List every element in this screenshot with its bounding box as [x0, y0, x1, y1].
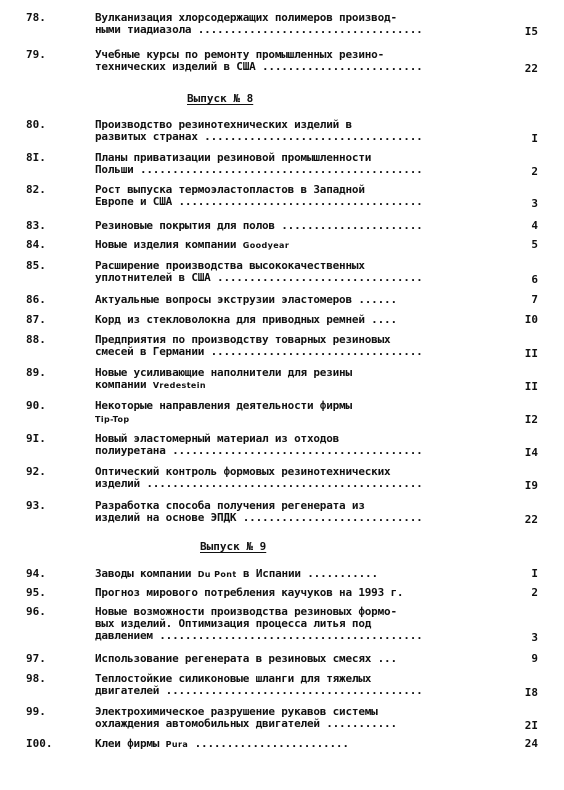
entry-title-line: изделий ........................................... [95, 477, 423, 490]
entry-title-line: Резиновые покрытия для полов ...................... [95, 219, 423, 232]
entry-title-line: Новые возможности производства резиновых формо- [95, 605, 397, 618]
entry-page: 2I [524, 719, 538, 732]
entry-number: 88. [26, 333, 46, 346]
entry-title-text: Клеи фирмы [95, 737, 166, 750]
entry-page: 4 [531, 219, 538, 232]
entry-page: II [524, 380, 538, 393]
entry-number: 84. [26, 238, 46, 251]
entry-page: II [524, 347, 538, 360]
entry-title-line: Предприятия по производству товарных резиновых [95, 333, 391, 346]
issue-heading: Выпуск № 8 [187, 92, 254, 105]
entry-page: 22 [524, 513, 538, 526]
entry-page: I [531, 132, 538, 145]
entry-title-line: Производство резинотехнических изделий в [95, 118, 352, 131]
entry-title-line: Новые усиливающие наполнители для резины [95, 366, 352, 379]
entry-title-line: Прогноз мирового потребления каучуков на 1993 г. [95, 586, 404, 599]
entry-title-line: давлением ......................................... [95, 629, 423, 642]
entry-title-line: Рост выпуска термоэластопластов в Западной [95, 183, 365, 196]
entry-title-text: Новые изделия компании [95, 238, 243, 251]
entry-title-line: Вулканизация хлорсодержащих полимеров производ- [95, 11, 397, 24]
entry-title-line: Новый эластомерный материал из отходов [95, 432, 340, 445]
entry-page: 2 [531, 586, 538, 599]
entry-title-line: Планы приватизации резиновой промышленности [95, 151, 372, 164]
entry-number: 8I. [26, 151, 46, 164]
company-name: Du Pont [197, 570, 237, 579]
entry-title-line: развитых странах .................................. [95, 130, 423, 143]
entry-title-text: компании [95, 378, 153, 391]
entry-number: 96. [26, 605, 46, 618]
entry-number: 92. [26, 465, 46, 478]
entry-page: I8 [524, 686, 538, 699]
entry-title-line: Учебные курсы по ремонту промышленных резино- [95, 48, 385, 61]
entry-page: 9 [531, 652, 538, 665]
entry-title-line [95, 738, 505, 750]
entry-title-line [95, 568, 505, 580]
entry-title-text: в Испании ........... [236, 567, 378, 580]
entry-page: I2 [524, 413, 538, 426]
entry-number: 94. [26, 567, 46, 580]
entry-number: 86. [26, 293, 46, 306]
entry-number: 9I. [26, 432, 46, 445]
entry-title-line: Некоторые направления деятельности фирмы [95, 399, 352, 412]
entry-title-line: двигателей ........................................ [95, 684, 423, 697]
entry-page: 22 [524, 62, 538, 75]
entry-number: 78. [26, 11, 46, 24]
entry-title-line: ными тиадиазола ................................... [95, 23, 423, 36]
entry-number: 90. [26, 399, 46, 412]
entry-page: 3 [531, 631, 538, 644]
company-name: Tip-Top [95, 415, 130, 424]
entry-title-line [95, 239, 505, 251]
entry-page: I0 [524, 313, 538, 326]
entry-title-text: ........................ [188, 737, 349, 750]
entry-title-line: охлаждения автомобильных двигателей ........... [95, 717, 397, 730]
entry-title-line [95, 379, 505, 391]
entry-title-line: вых изделий. Оптимизация процесса литья под [95, 617, 372, 630]
entry-page: I4 [524, 446, 538, 459]
entry-number: 87. [26, 313, 46, 326]
entry-title-line: смесей в Германии ................................. [95, 345, 423, 358]
entry-title-line: уплотнителей в США ................................ [95, 271, 423, 284]
entry-title-line: Польши ............................................ [95, 163, 423, 176]
entry-page: I [531, 567, 538, 580]
entry-title-line: Использование регенерата в резиновых смесях ... [95, 652, 397, 665]
company-name: Vredestein [152, 381, 206, 390]
entry-number: 83. [26, 219, 46, 232]
entry-number: 93. [26, 499, 46, 512]
entry-page: 2 [531, 165, 538, 178]
entry-title-line: Разработка способа получения регенерата из [95, 499, 365, 512]
entry-number: 97. [26, 652, 46, 665]
entry-title-line: полиуретана ....................................... [95, 444, 423, 457]
entry-title-line: Корд из стекловолокна для приводных ремней .... [95, 313, 397, 326]
entry-title-line: Электрохимическое разрушение рукавов системы [95, 705, 378, 718]
entry-title-line: Оптический контроль формовых резинотехнических [95, 465, 391, 478]
entry-title-line: Расширение производства высококачественных [95, 259, 365, 272]
entry-number: 82. [26, 183, 46, 196]
entry-page: I5 [524, 25, 538, 38]
entry-page: 6 [531, 273, 538, 286]
entry-page: I9 [524, 479, 538, 492]
entry-title-line: Теплостойкие силиконовые шланги для тяжелых [95, 672, 372, 685]
entry-number: 80. [26, 118, 46, 131]
entry-page: 5 [531, 238, 538, 251]
entry-number: 99. [26, 705, 46, 718]
entry-title-text: Заводы компании [95, 567, 198, 580]
entry-title-line: Актуальные вопросы экструзии эластомеров ...... [95, 293, 397, 306]
company-name: Goodyear [242, 241, 290, 250]
entry-page: 3 [531, 197, 538, 210]
entry-page: 7 [531, 293, 538, 306]
issue-heading: Выпуск № 9 [200, 540, 267, 553]
entry-title-line: изделий на основе ЭПДК ............................ [95, 511, 423, 524]
entry-number: 89. [26, 366, 46, 379]
entry-page: 24 [524, 737, 538, 750]
entry-number: 98. [26, 672, 46, 685]
entry-number: I00. [26, 737, 53, 750]
entry-number: 85. [26, 259, 46, 272]
company-name: Pura [165, 740, 189, 749]
entry-title-line: Европе и США ...................................... [95, 195, 423, 208]
entry-number: 79. [26, 48, 46, 61]
entry-number: 95. [26, 586, 46, 599]
entry-title-line: технических изделий в США ......................... [95, 60, 423, 73]
